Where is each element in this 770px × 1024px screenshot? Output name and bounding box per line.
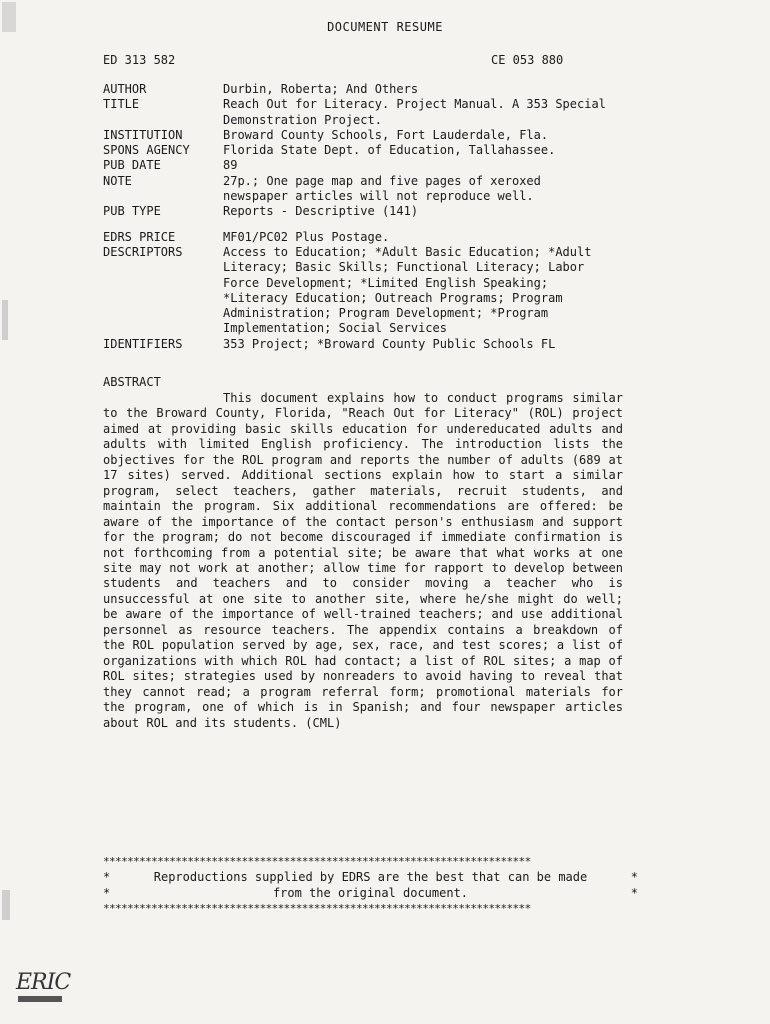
field-label: SPONS AGENCY bbox=[103, 143, 190, 158]
field-identifiers bbox=[103, 337, 633, 352]
reproduction-line-1: Reproductions supplied by EDRS are the best that can be made bbox=[153, 870, 588, 884]
star-marker: * bbox=[103, 870, 111, 884]
eric-logo-text: ERIC bbox=[16, 970, 71, 995]
reproduction-line-2: from the original document. bbox=[272, 886, 469, 900]
field-label: PUB DATE bbox=[103, 158, 161, 173]
field-note bbox=[103, 174, 633, 205]
field-label: NOTE bbox=[103, 173, 132, 188]
star-marker: * bbox=[630, 886, 638, 900]
field-value: 27p.; One page map and five pages of xeroxed newspaper articles will not reproduce well. bbox=[223, 173, 541, 204]
field-spons-agency bbox=[103, 143, 633, 158]
field-value: MF01/PC02 Plus Postage. bbox=[223, 229, 390, 244]
abstract-text: This document explains how to conduct programs similar to the Broward County, Florida, "Reach Out for Literacy" (ROL) project aimed at providing basic skills education for undereducated adults and adults with limited English proficiency. The introduction lists the objectives for the ROL program and reports the number of adults (689 at 17 sites) served. Additional sections explain how to start a similar program, select teachers, gather materials, recruit students, and maintain the program. Six additional recommendations are offered: be aware of the importance of the contact person's enthusiasm and support for the program; do not become discouraged if immediate confirmation is not forthcoming from a potential site; be aware that what works at one site may not work at another; allow time for rapport to develop between students and teachers and to consider moving a teacher who is unsuccessful at one site to another site, where he/she might do well; be aware of the importance of well-trained teachers; and use additional personnel as resource teachers. The appendix contains a breakdown of the ROL population served by age, sex, race, and test scores; a list of organizations with which ROL had contact; a list of ROL sites; a map of ROL sites; strategies used by nonreaders to avoid having to reveal that they cannot read; a program referral form; promotional materials for the program, one of which is in Spanish; and four newspaper articles about ROL and its students. (CML) bbox=[103, 391, 623, 730]
field-value: Broward County Schools, Fort Lauderdale, Fla. bbox=[223, 127, 549, 142]
field-institution bbox=[103, 128, 633, 143]
reproduction-row-2 bbox=[103, 885, 638, 901]
ce-number: CE 053 880 bbox=[491, 53, 564, 67]
reproduction-notice bbox=[103, 869, 638, 901]
field-title bbox=[103, 97, 633, 128]
field-edrs-price bbox=[103, 230, 633, 245]
field-value: Reach Out for Literacy. Project Manual. A 353 Special Demonstration Project. bbox=[223, 97, 606, 127]
field-label: INSTITUTION bbox=[103, 127, 183, 142]
field-value: 89 bbox=[223, 158, 238, 173]
field-label: IDENTIFIERS bbox=[103, 336, 183, 351]
field-value: 353 Project; *Broward County Public Schools FL bbox=[223, 336, 556, 351]
scan-artifact bbox=[2, 2, 16, 32]
field-value: Reports - Descriptive (141) bbox=[223, 204, 419, 219]
star-border-bottom: *********************************************************************** bbox=[103, 902, 531, 915]
spacer bbox=[103, 220, 633, 230]
field-pub-date bbox=[103, 158, 633, 173]
field-pub-type bbox=[103, 204, 633, 219]
field-label: EDRS PRICE bbox=[103, 229, 176, 244]
field-value: Durbin, Roberta; And Others bbox=[223, 82, 419, 96]
field-label: AUTHOR bbox=[103, 82, 147, 96]
star-marker: * bbox=[630, 870, 638, 884]
eric-logo bbox=[4, 966, 71, 1006]
field-author bbox=[103, 82, 633, 97]
field-descriptors bbox=[103, 245, 633, 337]
scan-artifact bbox=[2, 890, 10, 920]
star-marker: * bbox=[103, 886, 111, 900]
scan-artifact bbox=[2, 300, 8, 340]
field-label: TITLE bbox=[103, 97, 140, 112]
field-value: Access to Education; *Adult Basic Education; *Adult Literacy; Basic Skills; Functional Literacy; Labor Force Development; *Limited English Speaking; *Literacy Education; Outreach Programs; Program Administration; Program Development; *Program Implementation; Social Services bbox=[223, 244, 592, 336]
reproduction-row-1 bbox=[103, 869, 638, 885]
star-border-top: *********************************************************************** bbox=[103, 855, 531, 868]
ed-number: ED 313 582 bbox=[103, 53, 176, 67]
field-value: Florida State Dept. of Education, Tallahassee. bbox=[223, 143, 556, 158]
document-title: DOCUMENT RESUME bbox=[327, 20, 443, 34]
field-label: DESCRIPTORS bbox=[103, 244, 183, 259]
field-label: PUB TYPE bbox=[103, 204, 161, 219]
eric-logo-bar bbox=[18, 996, 62, 1002]
metadata-fields bbox=[103, 82, 633, 352]
abstract-label: ABSTRACT bbox=[103, 375, 161, 389]
